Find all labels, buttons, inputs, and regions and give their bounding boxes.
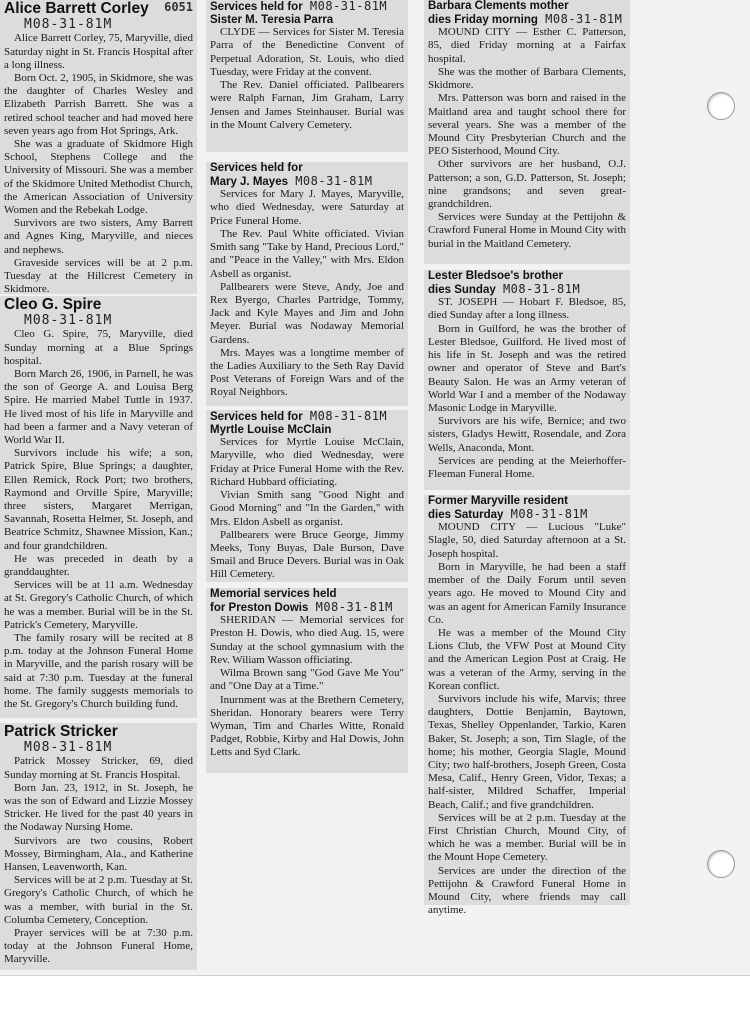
headline-line: dies Friday morning [428, 13, 538, 26]
headline-line: Former Maryville resident [428, 495, 568, 507]
paragraph: Survivors include his wife, Marvis; three daughters, Dottie Benjamin, Baytown, Texas, Shelley Oppenlander, Tarkio, Karen Baker, St. Joseph; a son, Tim Slagle, of the home; his mother, Georgia Slagle, Mound City; two half-brothers, Joseph Green, Costa Mesa, Calif., Henry Green, Vidor, Texas; a half-sister, Mildred Schaffer, Imperial Beach, Calif.; and five grandchildren. [428, 692, 626, 811]
handwritten-date: M08-31-81M [315, 599, 393, 614]
headline-line: Mary J. Mayes [210, 175, 288, 188]
headline [428, 0, 626, 26]
paragraph: Survivors include his wife; a son, Patrick Spire, Blue Springs; a daughter, Ellen Remick, Rock Port; two brothers, Raymond and Orville Spire, Maryville; three sisters, Margaret Merrigan, Savannah, Rosetta Helmer, St. Joseph, and Beatrice Schmitz, Shawnee Mission, Kan.; and four grandchildren. [4, 447, 193, 552]
headline-line: Services held for [210, 411, 303, 423]
paragraph: Born Oct. 2, 1905, in Skidmore, she was the daughter of Charles Wesley and Elizabeth Parrish Barrett. She was a retired school teacher and had moved here seven years ago from Hot Springs, Ark. [4, 71, 193, 137]
headline [210, 410, 404, 436]
obit-bledsoe-clipping [424, 270, 630, 490]
paragraph: Services will be at 11 a.m. Wednesday at St. Gregory's Catholic Church, of which he was a member. Burial will be in the St. Patrick's Cemetery, Maryville. [4, 579, 193, 631]
headline-line: Barbara Clements mother [428, 0, 569, 12]
obit-dowis-clipping [206, 588, 408, 773]
handwritten-date: M08-31-81M [295, 173, 373, 188]
article-body [428, 521, 626, 917]
paragraph: Born in Guilford, he was the brother of Lester Bledsoe, Guilford. He lived most of his life in St. Joseph and was the retired owner and operator of Steve and Bart's Beauty Salon. He was an Army veteran of World War I and a member of the Nodaway Masonic Lodge in Maryville. [428, 322, 626, 414]
paragraph: Alice Barrett Corley, 75, Maryville, died Saturday night in St. Francis Hospital after a long illness. [4, 32, 193, 71]
paragraph: Mrs. Mayes was a longtime member of the Ladies Auxiliary to the Seth Ray David Post Veterans of Foreign Wars and of the Royal Neighbors. [210, 346, 404, 399]
paragraph: Other survivors are her husband, O.J. Patterson; a son, G.D. Patterson, St. Joseph; nine grandsons; and seven great-grandchildren. [428, 158, 626, 210]
headline: Cleo G. Spire [4, 296, 102, 313]
article-body [4, 328, 193, 711]
paragraph: Mrs. Patterson was born and raised in the Maitland area and taught school there for several years. She was a member of the Mound City Presbyterian Church and the PEO Sisterhood, Mound City. [428, 92, 626, 158]
article-body [210, 614, 404, 759]
headline-text: Alice Barrett Corley [4, 0, 149, 17]
obit-patterson-clipping [424, 0, 630, 264]
obit-spire-clipping [0, 296, 197, 718]
headline-line: for Preston Dowis [210, 601, 309, 614]
handwritten-page-number: 6051 [164, 0, 193, 14]
paragraph: She was the mother of Barbara Clements, Skidmore. [428, 65, 626, 92]
headline [210, 588, 404, 614]
binder-hole-bottom [707, 850, 735, 878]
handwritten-date: M08-31-81M [24, 313, 113, 329]
headline-line: dies Sunday [428, 283, 496, 296]
article-body [4, 32, 193, 296]
headline [428, 270, 626, 296]
paragraph: The Rev. Daniel officiated. Pallbearers were Ralph Farnan, Jim Graham, Larry Jensen and James Steinhauser. Burial was in the Mount Calvery Cemetery. [210, 79, 404, 131]
article-body [4, 755, 193, 966]
handwritten-date: M08-31-81M [510, 506, 588, 521]
headline: Patrick Stricker [4, 723, 118, 740]
handwritten-date: M08-31-81M [502, 281, 581, 296]
article-body [428, 26, 626, 250]
paragraph: SHERIDAN — Memorial services for Preston H. Dowis, who died Aug. 15, were Sunday at the school gymnasium with the Rev. Wiliam Wasson officiating. [210, 614, 404, 666]
article-body [210, 26, 404, 132]
headline-line: Services held for [210, 162, 303, 174]
paragraph: Pallbearers were Bruce George, Jimmy Meeks, Tony Buyas, Dale Burson, Dave Smail and Bruce Devers. Burial was in Oak Hill Cemetery. [210, 528, 404, 581]
paragraph: Born March 26, 1906, in Parnell, he was the son of George A. and Louisa Berg Spire. He married Mabel Tuttle in 1937. He lived most of his life in Maryville and had been a farmer and a Navy veteran of World War II. [4, 367, 193, 446]
handwritten-date: M08-31-81M [309, 409, 388, 423]
scan-bottom-margin [0, 975, 750, 1034]
paragraph: MOUND CITY — Lucious "Luke" Slagle, 50, died Saturday afternoon at a St. Joseph hospital. [428, 521, 626, 560]
obit-slagle-clipping [424, 495, 630, 917]
paragraph: Survivors are two cousins, Robert Mossey, Birmingham, Ala., and Katherine Hansen, Leavenworth, Kan. [4, 834, 193, 873]
headline [428, 495, 626, 521]
paragraph: Survivors are two sisters, Amy Barrett and Agnes King, Maryville, and nieces and nephews. [4, 217, 193, 256]
paragraph: Services will be at 2 p.m. Tuesday at the First Christian Church, Mound City, of which he was a member. Burial will be in the Mount Hope Cemetery. [428, 811, 626, 864]
article-body [210, 188, 404, 399]
handwritten-date: M08-31-81M [24, 17, 113, 33]
paragraph: MOUND CITY — Esther C. Patterson, 85, died Friday morning at a Fairfax hospital. [428, 26, 626, 65]
headline [210, 162, 404, 188]
article-body [428, 296, 626, 481]
paragraph: Services were Sunday at the Pettijohn & Crawford Funeral Home in Mound City with burial in the Maitland Cemetery. [428, 211, 626, 250]
handwritten-date: M08-31-81M [309, 0, 388, 13]
paragraph: She was a graduate of Skidmore High School, Stephens College and the University of Missouri. She was a member of the Skidmore United Methodist Church, the American Association of University Women and the Rebekah Lodge. [4, 137, 193, 216]
paragraph: Services are pending at the Meierhoffer-Fleeman Funeral Home. [428, 454, 626, 480]
obit-corley-clipping [0, 0, 197, 294]
binder-hole-top [707, 92, 735, 120]
headline-line: Sister M. Teresia Parra [210, 13, 334, 26]
paragraph: ST. JOSEPH — Hobart F. Bledsoe, 85, died Sunday after a long illness. [428, 296, 626, 322]
article-body [210, 436, 404, 581]
paragraph: Cleo G. Spire, 75, Maryville, died Sunday morning at a Blue Springs hospital. [4, 328, 193, 367]
headline-line: Myrtle Louise McClain [210, 423, 332, 436]
paragraph: Vivian Smith sang "Good Night and Good Morning" and "In the Garden," with Mrs. Eldon Asbell as organist. [210, 489, 404, 528]
handwritten-date: M08-31-81M [545, 11, 623, 26]
paragraph: Inurnment was at the Brethern Cemetery, Sheridan. Honorary bearers were Terry Wyman, Tim and Charles Witte, Ronald Padget, Robbie, Kirby and Hal Dowis, John Letts and Syd Clark. [210, 693, 404, 759]
obit-parra-clipping [206, 0, 408, 152]
paragraph: The Rev. Paul White officiated. Vivian Smith sang "Take by Hand, Precious Lord," and "Peace in the Valley," with Mrs. Eldon Asbell as organist. [210, 227, 404, 280]
paragraph: CLYDE — Services for Sister M. Teresia Parra of the Benedictine Convent of Perpetual Adoration, St. Louis, who died Tuesday, were Friday at the convent. [210, 26, 404, 78]
paragraph: Services will be at 2 p.m. Tuesday at St. Gregory's Catholic Church, of which he was a member, with burial in the St. Columba Cemetery, Conception. [4, 874, 193, 926]
headline [210, 0, 404, 26]
paragraph: Survivors are his wife, Bernice; and two sisters, Gladys Hewitt, Rosendale, and Zora Wells, Anaconda, Mont. [428, 415, 626, 454]
paragraph: Pallbearers were Steve, Andy, Joe and Rex Byergo, Charles Partridge, Tommy, Jack and Kyle Mayes and Jim and John Meyer. Burial was Nodaway Memorial Gardens. [210, 280, 404, 346]
paragraph: Services for Mary J. Mayes, Maryville, who died Wednesday, were Saturday at Price Funeral Home. [210, 188, 404, 227]
headline-line: dies Saturday [428, 508, 504, 521]
headline-line: Memorial services held [210, 588, 337, 600]
paragraph: The family rosary will be recited at 8 p.m. today at the Johnson Funeral Home in Maryville, and the parish rosary will be said at 7:30 p.m. Tuesday at the funeral home. The family suggests memorials to the St. Gregory's Church building fund. [4, 632, 193, 711]
paragraph: Prayer services will be at 7:30 p.m. today at the Johnson Funeral Home, Maryville. [4, 926, 193, 966]
headline-line: Services held for [210, 1, 303, 13]
paragraph: He was a member of the Mound City Lions Club, the VFW Post at Mound City and the American Legion Post at Craig. He was a veteran of the Army, serving in the Korean conflict. [428, 626, 626, 692]
paragraph: Born in Maryville, he had been a staff member of the Daily Forum until seven years ago. He moved to Mound City and was an agent for American Family Insurance Co. [428, 560, 626, 626]
headline [4, 0, 193, 17]
paragraph: Graveside services will be at 2 p.m. Tuesday at the Hillcrest Cemetery in Skidmore. [4, 256, 193, 296]
headline-line: Lester Bledsoe's brother [428, 270, 564, 282]
paragraph: Services for Myrtle Louise McClain, Maryville, who died Wednesday, were Friday at Price Funeral Home with the Rev. Richard Hubbard officiating. [210, 436, 404, 488]
paragraph: Born Jan. 23, 1912, in St. Joseph, he was the son of Edward and Lizzie Mossey Stricker. He lived for the past 40 years in the Nodaway Nursing Home. [4, 781, 193, 834]
obit-mcclain-clipping [206, 410, 408, 582]
paragraph: Wilma Brown sang "God Gave Me You" and "One Day at a Time." [210, 667, 404, 693]
obit-stricker-clipping [0, 723, 197, 970]
obit-mayes-clipping [206, 162, 408, 406]
paragraph: He was preceded in death by a granddaughter. [4, 552, 193, 578]
paragraph: Patrick Mossey Stricker, 69, died Sunday morning at St. Francis Hospital. [4, 755, 193, 781]
handwritten-date: M08-31-81M [24, 740, 113, 756]
paragraph: Services are under the direction of the Pettijohn & Crawford Funeral Home in Mound City, where friends may call anytime. [428, 864, 626, 917]
